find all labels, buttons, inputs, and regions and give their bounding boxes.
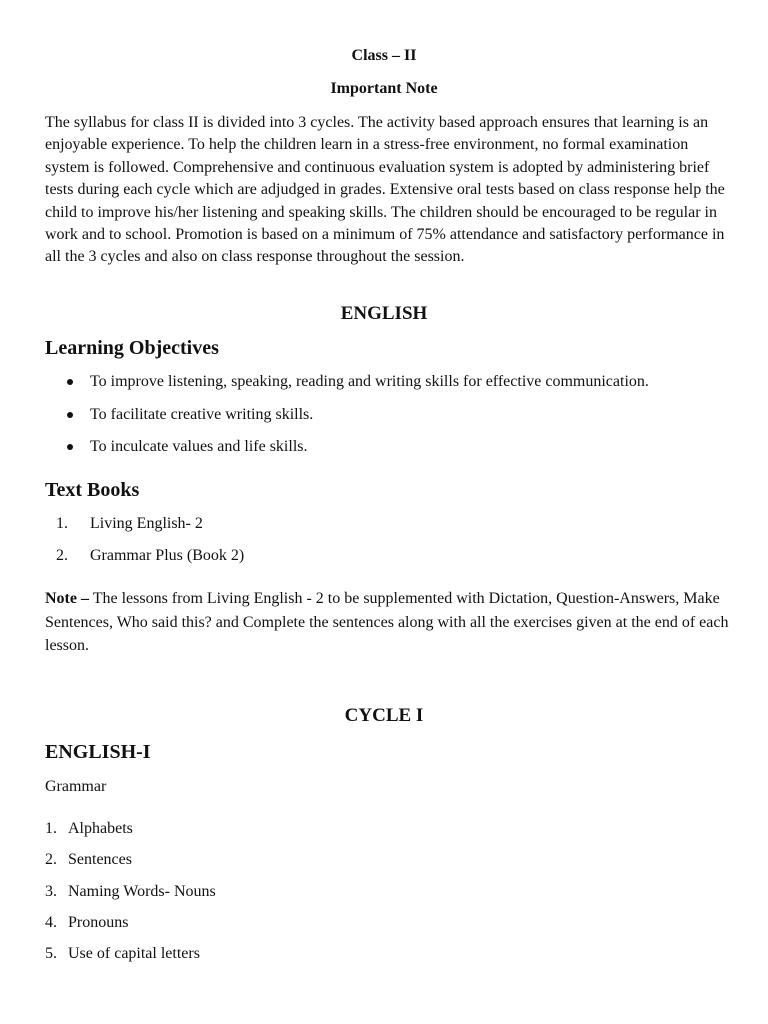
list-number: 3.: [45, 882, 57, 900]
list-number: 2.: [45, 851, 57, 869]
objective-text: To improve listening, speaking, reading and writing skills for effective communication.: [90, 373, 649, 390]
intro-paragraph: The syllabus for class II is divided into 3 cycles. The activity based approach ensures that learning is an enjoyable experience. To help the children learn in a stress-free environment, no formal examination system is followed. Comprehensive and continuous evaluation system is adopted by administering brief tests during each cycle which are adjudged in grades. Extensive oral tests based on class response help the child to improve his/her listening and speaking skills. The children should be encouraged to be regular in work and to school. Promotion is based on a minimum of 75% attendance and satisfactory performance in all the 3 cycles and also on class response throughout the session.: [45, 114, 725, 266]
bullet-icon: [67, 379, 73, 385]
list-item: [50, 514, 650, 546]
list-item: [45, 882, 645, 913]
list-item: [45, 405, 745, 438]
class-title: Class – II: [351, 47, 417, 64]
important-note-title: Important Note: [330, 80, 438, 97]
list-number: 4.: [45, 913, 57, 931]
grammar-topic: Use of capital letters: [68, 945, 200, 963]
list-number: 5.: [45, 945, 57, 963]
grammar-topic: Naming Words- Nouns: [68, 882, 216, 900]
list-number: 2.: [56, 546, 68, 564]
book-title: Grammar Plus (Book 2): [90, 546, 245, 564]
text-books-list: [50, 514, 650, 577]
list-item: [45, 944, 645, 975]
learning-objectives-list: [45, 372, 745, 470]
bullet-icon: [67, 412, 73, 418]
list-item: [50, 546, 650, 578]
book-title: Living English- 2: [90, 515, 203, 532]
grammar-topic: Alphabets: [68, 820, 133, 837]
list-item: [45, 437, 745, 470]
text-books-heading: Text Books: [45, 479, 140, 501]
note-text: The lessons from Living English - 2 to be supplemented with Dictation, Question-Answers, Make Sentences, Who said this? and Complete the sentences along with all the exercises given at the end of each lesson.: [45, 590, 729, 655]
objective-text: To inculcate values and life skills.: [90, 438, 308, 455]
list-number: 1.: [45, 820, 57, 837]
note-label: Note –: [45, 590, 89, 607]
learning-objectives-heading: Learning Objectives: [45, 337, 219, 359]
grammar-topic: Sentences: [68, 851, 132, 869]
list-item: [45, 372, 745, 405]
grammar-topic: Pronouns: [68, 913, 129, 931]
list-number: 1.: [56, 515, 68, 532]
note-paragraph: [45, 587, 735, 658]
grammar-list: [45, 819, 645, 975]
subject-heading: ENGLISH: [340, 303, 428, 324]
cycle-heading: CYCLE I: [344, 705, 424, 726]
list-item: [45, 819, 645, 850]
english-i-heading: ENGLISH-I: [45, 741, 151, 763]
bullet-icon: [67, 444, 73, 450]
list-item: [45, 850, 645, 881]
grammar-label: Grammar: [45, 778, 107, 795]
objective-text: To facilitate creative writing skills.: [90, 405, 314, 423]
list-item: [45, 913, 645, 944]
